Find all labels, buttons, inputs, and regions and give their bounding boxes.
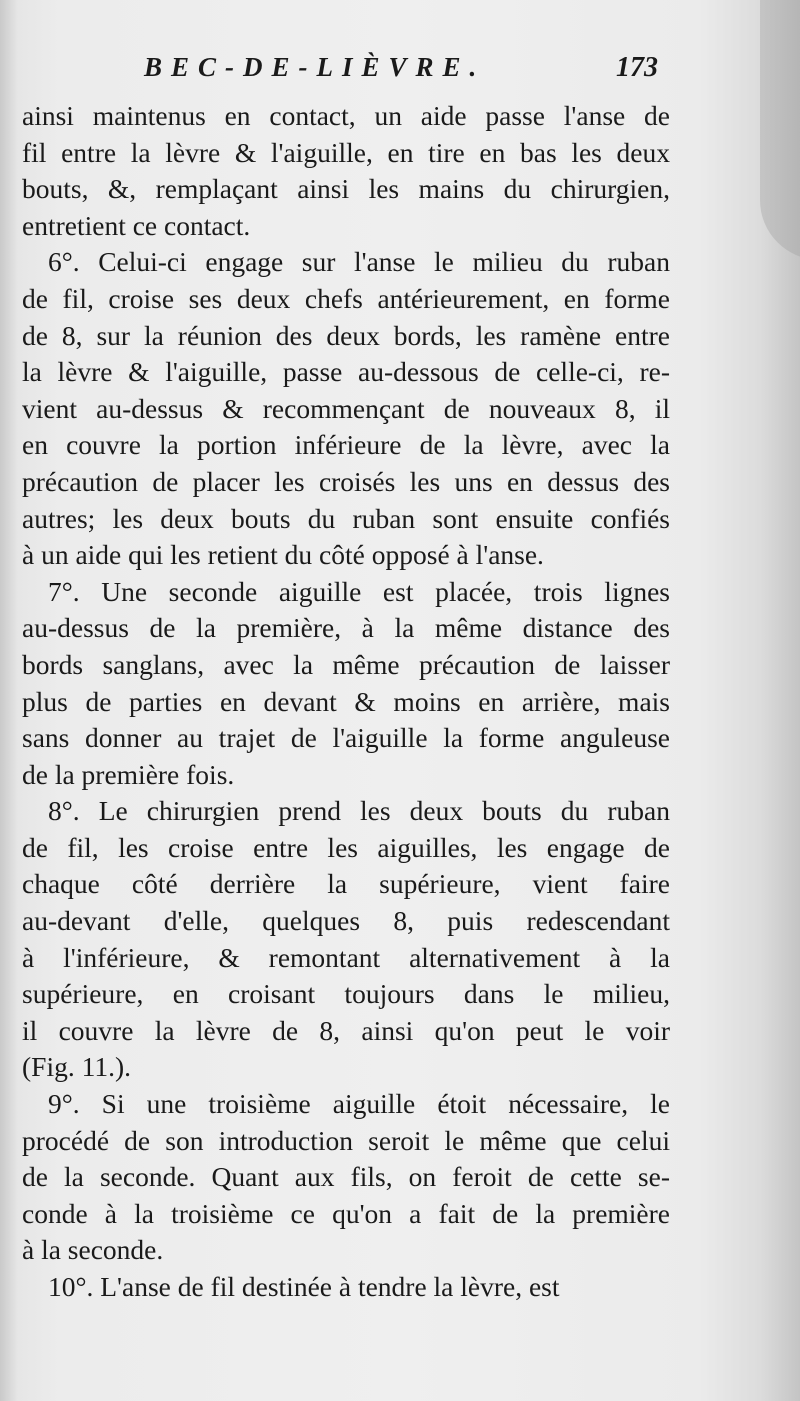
text-line: précaution de placer les croisés les uns en dessus des xyxy=(22,465,670,497)
text-line: il couvre la lèvre de 8, ainsi qu'on peut le voir xyxy=(22,1014,670,1046)
text-line: à la seconde. xyxy=(22,1234,164,1266)
page-header xyxy=(0,52,800,96)
text-line: vient au-dessus & recommençant de nouveaux 8, il xyxy=(22,392,670,424)
text-line: supérieure, en croisant toujours dans le milieu, xyxy=(22,978,670,1010)
text-line: (Fig. 11.). xyxy=(22,1051,131,1083)
text-line: la lèvre & l'aiguille, passe au-dessous de celle-ci, re- xyxy=(22,356,670,388)
text-line: entretient ce contact. xyxy=(22,209,251,241)
text-line: de la seconde. Quant aux fils, on feroit de cette se- xyxy=(22,1161,670,1193)
text-line: fil entre la lèvre & l'aiguille, en tire en bas les deux xyxy=(22,136,670,168)
paragraph xyxy=(22,1269,670,1306)
text-line: autres; les deux bouts du ruban sont ensuite confiés xyxy=(22,502,670,534)
text-line: conde à la troisième ce qu'on a fait de la première xyxy=(22,1197,670,1229)
page-edge-damage xyxy=(760,0,800,260)
text-line: procédé de son introduction seroit le même que celui xyxy=(22,1124,670,1156)
text-line: à un aide qui les retient du côté opposé à l'anse. xyxy=(22,539,544,571)
body-text xyxy=(22,98,670,1306)
paragraph xyxy=(22,793,670,1086)
page-number: 173 xyxy=(616,52,658,83)
text-line: 7°. Une seconde aiguille est placée, trois lignes xyxy=(48,575,670,607)
text-line: plus de parties en devant & moins en arrière, mais xyxy=(22,685,670,717)
paragraph xyxy=(22,574,670,794)
paragraph xyxy=(22,98,670,244)
text-line: au-devant d'elle, quelques 8, puis redescendant xyxy=(22,905,670,937)
text-line: chaque côté derrière la supérieure, vient faire xyxy=(22,868,670,900)
text-line: en couvre la portion inférieure de la lèvre, avec la xyxy=(22,429,670,461)
text-line: au-dessus de la première, à la même distance des xyxy=(22,612,670,644)
text-line: bords sanglans, avec la même précaution de laisser xyxy=(22,648,670,680)
text-line: 6°. Celui-ci engage sur l'anse le milieu du ruban xyxy=(48,246,670,278)
text-line: 8°. Le chirurgien prend les deux bouts du ruban xyxy=(48,795,670,827)
paragraph xyxy=(22,1086,670,1269)
text-line: 10°. L'anse de fil destinée à tendre la lèvre, est xyxy=(48,1271,560,1302)
text-line: bouts, &, remplaçant ainsi les mains du chirurgien, xyxy=(22,173,670,205)
text-line: de 8, sur la réunion des deux bords, les ramène entre xyxy=(22,319,670,351)
running-title: BEC-DE-LIÈVRE. xyxy=(144,52,486,82)
text-line: 9°. Si une troisième aiguille étoit nécessaire, le xyxy=(48,1088,670,1120)
text-line: à l'inférieure, & remontant alternativement à la xyxy=(22,941,670,973)
text-line: ainsi maintenus en contact, un aide passe l'anse de xyxy=(22,100,670,131)
text-line: de la première fois. xyxy=(22,758,235,790)
text-line: de fil, croise ses deux chefs antérieurement, en forme xyxy=(22,282,670,314)
paragraph xyxy=(22,244,670,573)
text-line: sans donner au trajet de l'aiguille la forme anguleuse xyxy=(22,722,670,754)
text-line: de fil, les croise entre les aiguilles, les engage de xyxy=(22,831,670,863)
